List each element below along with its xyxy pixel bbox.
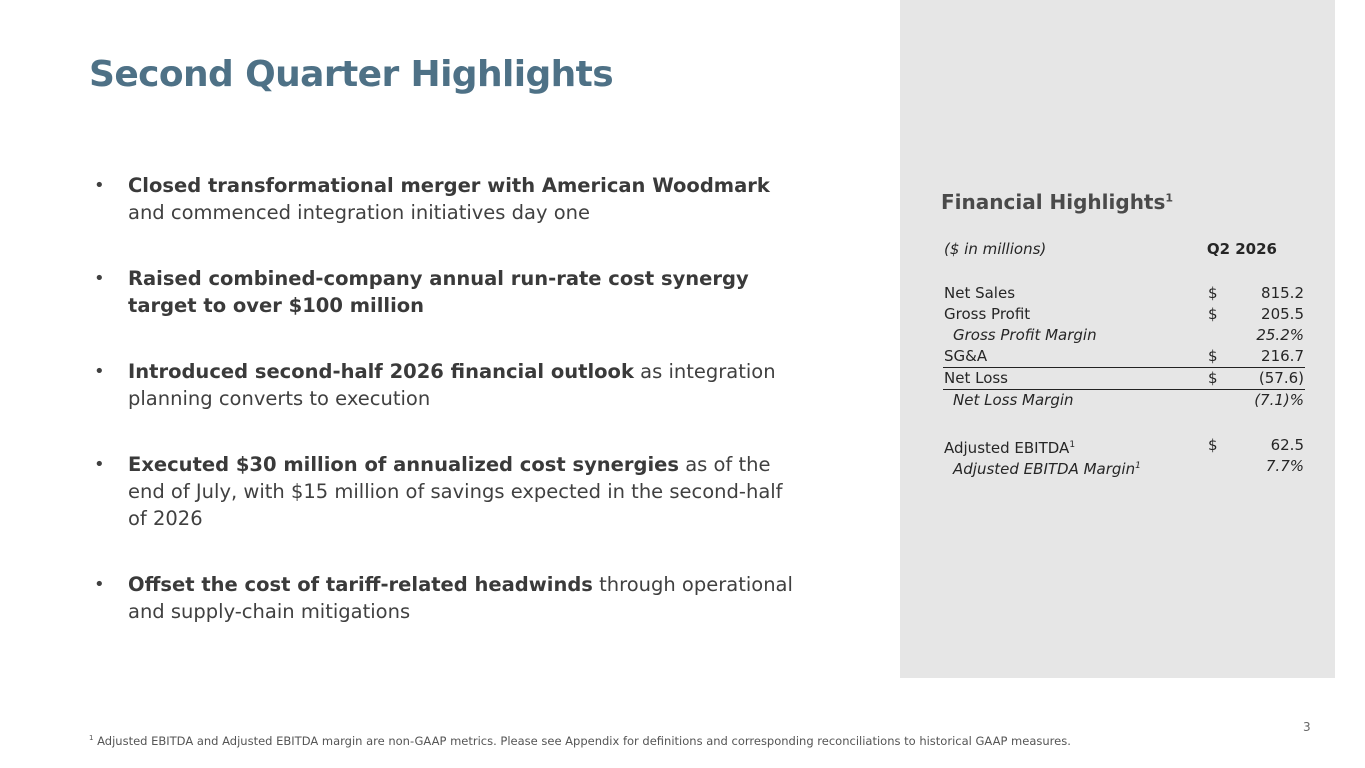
panel-title bbox=[941, 190, 1173, 214]
row-label: Net Loss bbox=[944, 369, 1008, 387]
table-row-gross-profit-margin bbox=[943, 325, 1305, 346]
currency-symbol: $ bbox=[1208, 369, 1218, 387]
table-row-sga bbox=[943, 346, 1305, 367]
row-value: 216.7 bbox=[1261, 347, 1304, 365]
highlight-bullet bbox=[94, 571, 794, 625]
footnote-text: Adjusted EBITDA and Adjusted EBITDA margin are non-GAAP metrics. Please see Appendix for definitions and corresponding reconciliations to historical GAAP measures. bbox=[93, 734, 1071, 748]
footnote-marker: 1 bbox=[89, 734, 94, 743]
row-label bbox=[953, 456, 1141, 480]
highlight-bullet bbox=[94, 172, 794, 226]
currency-symbol: $ bbox=[1208, 284, 1218, 302]
bullet-dot-icon: • bbox=[94, 361, 105, 382]
financial-highlights-panel bbox=[900, 0, 1335, 678]
highlight-text: as integration planning converts to execution bbox=[128, 360, 776, 410]
bullet-dot-icon: • bbox=[94, 574, 105, 595]
highlight-bold-text: Executed $30 million of annualized cost synergies bbox=[128, 453, 679, 476]
table-row-net-loss-margin bbox=[943, 390, 1305, 411]
table-row-net-loss bbox=[943, 367, 1305, 390]
currency-symbol: $ bbox=[1208, 305, 1218, 323]
row-label: Net Sales bbox=[944, 284, 1016, 302]
row-label: Gross Profit Margin bbox=[953, 326, 1097, 344]
row-value: 815.2 bbox=[1261, 284, 1304, 302]
table-header-row bbox=[943, 239, 1305, 260]
bullet-dot-icon: • bbox=[94, 268, 105, 289]
units-label: ($ in millions) bbox=[944, 240, 1047, 258]
bullet-dot-icon: • bbox=[94, 175, 105, 196]
row-value: 62.5 bbox=[1270, 436, 1304, 454]
bullet-dot-icon: • bbox=[94, 454, 105, 475]
row-value: 205.5 bbox=[1261, 305, 1304, 323]
row-label-text: Adjusted EBITDA Margin bbox=[953, 460, 1136, 478]
table-row-gross-profit bbox=[943, 304, 1305, 325]
highlight-bold-text: Closed transformational merger with American Woodmark bbox=[128, 174, 770, 197]
row-label: Gross Profit bbox=[944, 305, 1031, 323]
row-value: (7.1)% bbox=[1254, 391, 1304, 409]
row-label: Net Loss Margin bbox=[953, 391, 1074, 409]
row-label-text: Adjusted EBITDA bbox=[944, 439, 1070, 457]
highlight-bullet bbox=[94, 358, 794, 412]
page-title: Second Quarter Highlights bbox=[89, 54, 614, 95]
highlight-bullet bbox=[94, 451, 794, 532]
table-row-adjusted-ebitda-margin bbox=[943, 456, 1305, 477]
period-header: Q2 2026 bbox=[1206, 240, 1277, 258]
footnote-marker: 1 bbox=[1135, 461, 1141, 471]
currency-symbol: $ bbox=[1208, 347, 1218, 365]
row-value: (57.6) bbox=[1258, 369, 1304, 387]
row-value: 7.7% bbox=[1265, 457, 1304, 475]
highlight-text: and commenced integration initiatives day one bbox=[128, 201, 591, 224]
highlight-bold-text: Introduced second-half 2026 financial outlook bbox=[128, 360, 634, 383]
row-label: SG&A bbox=[944, 347, 988, 365]
highlight-text: as of the end of July, with $15 million of savings expected in the second-half of 2026 bbox=[128, 453, 783, 530]
table-row-net-sales bbox=[943, 283, 1305, 304]
footnote bbox=[89, 734, 1071, 748]
panel-title-text: Financial Highlights bbox=[941, 190, 1166, 214]
highlight-text: through operational and supply-chain mitigations bbox=[128, 573, 793, 623]
footnote-marker: 1 bbox=[1069, 440, 1076, 450]
currency-symbol: $ bbox=[1208, 436, 1218, 454]
highlight-bold-text: Offset the cost of tariff-related headwinds bbox=[128, 573, 593, 596]
highlights-list bbox=[94, 172, 794, 664]
panel-title-footnote-marker: 1 bbox=[1165, 191, 1174, 205]
highlight-bullet bbox=[94, 265, 794, 319]
spacer-row bbox=[943, 260, 1305, 283]
row-value: 25.2% bbox=[1256, 326, 1304, 344]
financial-table bbox=[943, 239, 1305, 477]
highlight-bold-text: Raised combined-company annual run-rate cost synergy target to over $100 million bbox=[128, 267, 749, 317]
spacer-row bbox=[943, 411, 1305, 435]
table-row-adjusted-ebitda bbox=[943, 435, 1305, 456]
page-number: 3 bbox=[1303, 720, 1311, 734]
